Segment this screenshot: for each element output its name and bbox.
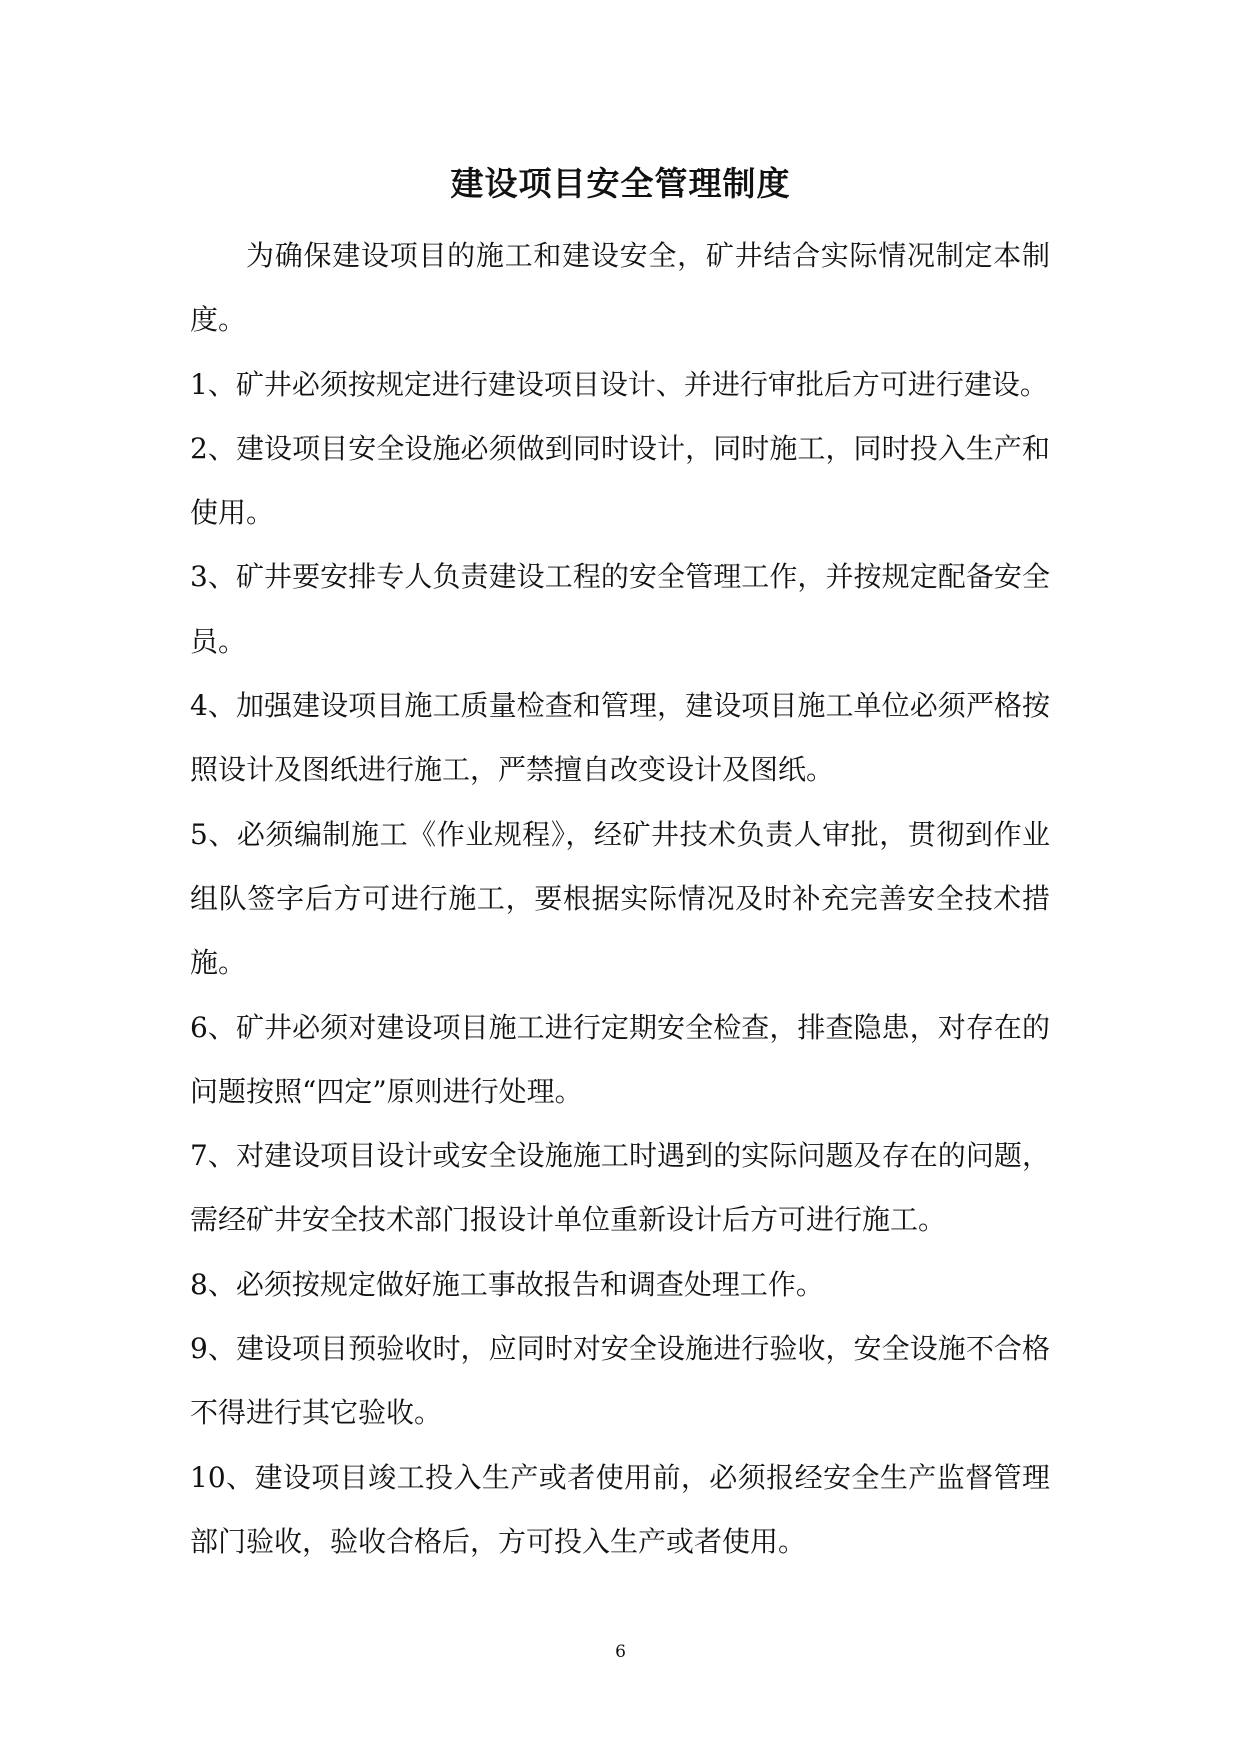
rule-item-4: 4、加强建设项目施工质量检查和管理，建设项目施工单位必须严格按照设计及图纸进行施工，严禁擅自改变设计及图纸。: [190, 689, 1050, 787]
document-body: [190, 224, 1050, 1574]
intro-paragraph: 为确保建设项目的施工和建设安全，矿井结合实际情况制定本制度。: [190, 239, 1050, 337]
document-title: 建设项目安全管理制度: [450, 164, 791, 203]
rule-item-9: 9、建设项目预验收时，应同时对安全设施进行验收，安全设施不合格不得进行其它验收。: [190, 1332, 1050, 1430]
rule-item-1: 1、矿井必须按规定进行建设项目设计、并进行审批后方可进行建设。: [190, 367, 1048, 401]
rule-item-7: 7、对建设项目设计或安全设施施工时遇到的实际问题及存在的问题，需经矿井安全技术部门报设计单位重新设计后方可进行施工。: [190, 1139, 1050, 1237]
rule-item-3: 3、矿井要安排专人负责建设工程的安全管理工作，并按规定配备安全员。: [190, 560, 1050, 658]
rule-item-6: 6、矿井必须对建设项目施工进行定期安全检查，排查隐患，对存在的问题按照“四定”原则进行处理。: [190, 1010, 1050, 1108]
rule-item-10: 10、建设项目竣工投入生产或者使用前，必须报经安全生产监督管理部门验收，验收合格后，方可投入生产或者使用。: [190, 1460, 1050, 1558]
page-number: 6: [615, 1642, 626, 1662]
rule-item-8: 8、必须按规定做好施工事故报告和调查处理工作。: [190, 1267, 824, 1301]
rule-item-5: 5、必须编制施工《作业规程》，经矿井技术负责人审批，贯彻到作业组队签字后方可进行施工，要根据实际情况及时补充完善安全技术措施。: [190, 817, 1050, 980]
rule-item-2: 2、建设项目安全设施必须做到同时设计，同时施工，同时投入生产和使用。: [190, 431, 1050, 530]
